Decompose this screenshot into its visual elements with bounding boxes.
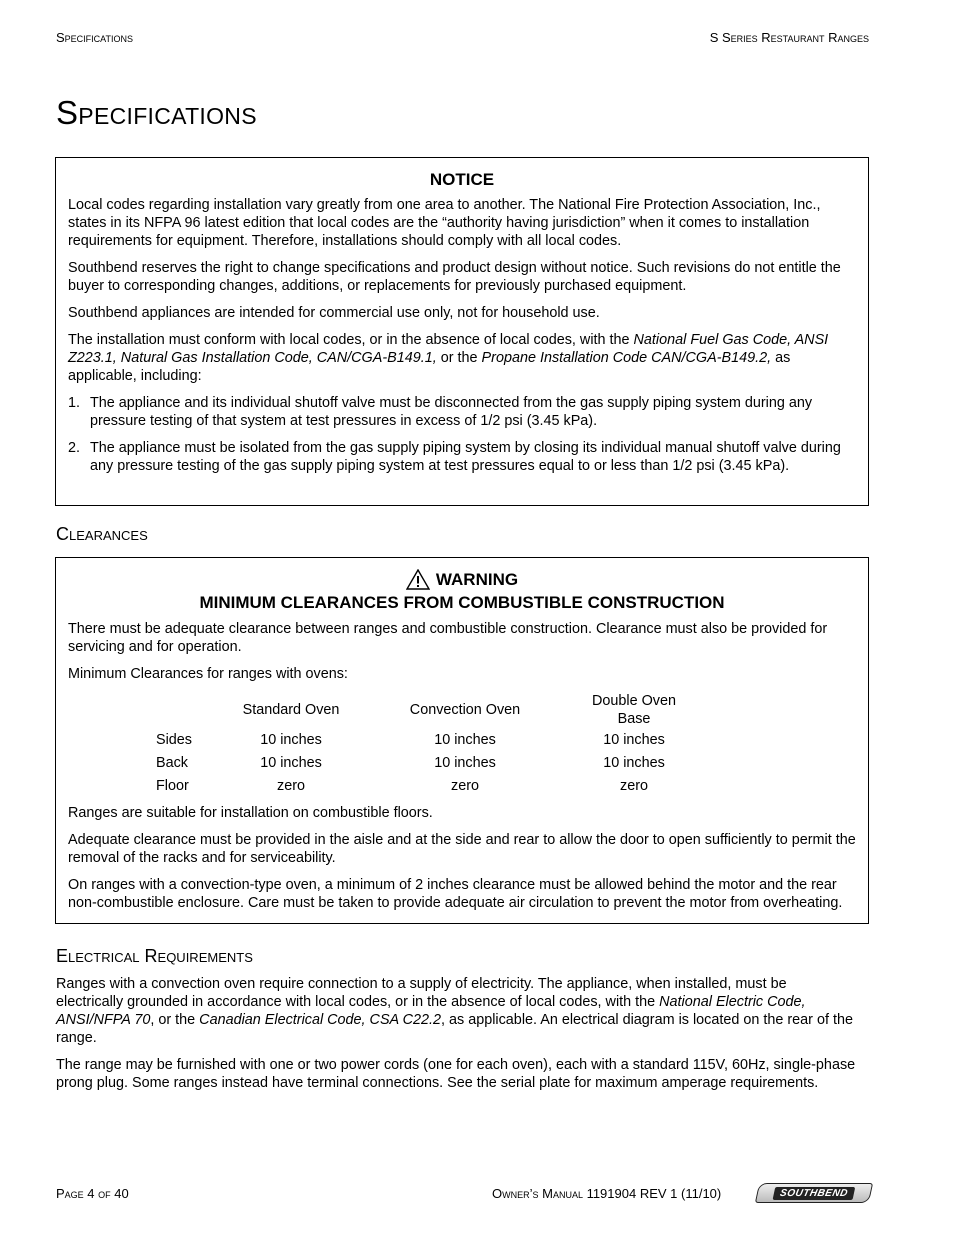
table-cell: zero — [451, 777, 479, 794]
clearances-paragraph-3: Ranges are suitable for installation on combustible floors. — [68, 805, 433, 821]
clearances-paragraph-1: There must be adequate clearance between ranges and combustible construction. Clearance must also be provided for servicing and for operation. — [68, 621, 828, 655]
warning-subtitle: MINIMUM CLEARANCES FROM COMBUSTIBLE CONSTRUCTION — [199, 593, 725, 612]
row-label: Back — [156, 754, 188, 771]
electrical-p1-code-ref: Canadian Electrical Code, CSA C22.2 — [199, 1012, 442, 1028]
notice-paragraph-3: Southbend appliances are intended for commercial use only, not for household use. — [68, 305, 600, 321]
column-header: Standard Oven — [242, 702, 340, 718]
notice-p4-code-ref: Propane Installation Code CAN/CGA-B149.2, — [481, 350, 772, 366]
table-cell: 10 inches — [260, 754, 322, 771]
list-item-text: The appliance must be isolated from the gas supply piping system by closing its individual manual shutoff valve during any pressure testing of the gas supply piping system at test pressures equal to or less than 1/2 psi (3.45 kPa). — [90, 440, 841, 474]
table-header-row — [156, 692, 684, 728]
table-cell: 10 inches — [603, 731, 665, 748]
row-label: Sides — [156, 731, 192, 748]
warning-triangle-icon — [406, 569, 430, 590]
table-cell: zero — [277, 777, 305, 794]
southbend-logo — [755, 1183, 873, 1203]
notice-paragraph-1: Local codes regarding installation vary greatly from one area to another. The National Fire Protection Association, Inc., states in its NFPA 96 latest edition that local codes are the “authority having jurisdiction” when it comes to installation requirements for equipment. Therefore, installations should comply with all local codes. — [68, 197, 821, 249]
column-header: Convection Oven — [409, 702, 521, 718]
logo-text: SOUTHBEND — [773, 1187, 856, 1200]
table-cell: 10 inches — [260, 731, 322, 748]
running-header-right: S Series Restaurant Ranges — [709, 30, 869, 45]
page-number: Page 4 of 40 — [56, 1186, 129, 1201]
clearances-table — [156, 692, 684, 797]
manual-id: Owner’s Manual 1191904 REV 1 (11/10) — [492, 1186, 722, 1201]
column-header: Double Oven Base — [592, 693, 676, 727]
electrical-p1-text: , as applicable. An electrical diagram is located on the rear of the range. — [56, 1012, 853, 1046]
table-row — [156, 774, 684, 797]
list-item-text: The appliance and its individual shutoff valve must be disconnected from the gas supply piping system during any pressure testing of that system at test pressures in excess of 1/2 psi (3.45 kPa). — [90, 395, 813, 429]
notice-p4-code-ref: National Fuel Gas Code, ANSI Z223.1, Natural Gas Installation Code, CAN/CGA-B149.1, — [68, 332, 829, 366]
list-item-number: 1. — [68, 395, 81, 411]
notice-p4-text: The installation must conform with local codes, or in the absence of local codes, with the — [68, 332, 634, 348]
table-cell: 10 inches — [434, 754, 496, 771]
electrical-p1-text: , or the — [150, 1012, 200, 1028]
notice-title: NOTICE — [429, 170, 495, 189]
notice-paragraph-2: Southbend reserves the right to change specifications and product design without notice. Such revisions do not entitle the buyer to corresponding changes, additions, or replacements for previously purchased equipment. — [68, 260, 841, 294]
notice-box — [55, 157, 869, 506]
notice-p4-text: or the — [436, 350, 482, 366]
list-item-number: 2. — [68, 440, 81, 456]
table-cell: 10 inches — [434, 731, 496, 748]
clearances-paragraph-4: Adequate clearance must be provided in the aisle and at the side and rear to allow the door to open sufficiently to permit the removal of the racks and for serviceability. — [68, 832, 856, 866]
electrical-heading: Electrical Requirements — [56, 946, 253, 966]
table-corner-cell — [156, 692, 236, 728]
table-row — [156, 751, 684, 774]
table-cell: 10 inches — [603, 754, 665, 771]
notice-paragraph-4 — [68, 331, 856, 385]
warning-box — [55, 557, 869, 924]
warning-title: WARNING — [435, 570, 519, 589]
electrical-paragraph-1 — [56, 975, 856, 1047]
table-row — [156, 728, 684, 751]
list-item — [68, 439, 856, 475]
electrical-p1-code-ref: National Electric Code, ANSI/NFPA 70 — [56, 994, 806, 1028]
page-title: Specifications — [56, 94, 257, 131]
clearances-heading: Clearances — [56, 524, 148, 544]
clearances-paragraph-5: On ranges with a convection-type oven, a minimum of 2 inches clearance must be allowed behind the motor and the rear non-combustible enclosure. Care must be taken to provide adequate air circulation to prevent the motor from overheating. — [68, 877, 843, 911]
notice-list — [68, 394, 856, 475]
electrical-p1-text: Ranges with a convection oven require connection to a supply of electricity. The appliance, when installed, must be electrically grounded in accordance with local codes, or in the absence of local codes, with the — [56, 976, 787, 1010]
row-label: Floor — [156, 777, 189, 794]
notice-p4-text: as applicable, including: — [68, 350, 791, 384]
clearances-paragraph-2: Minimum Clearances for ranges with ovens: — [68, 666, 348, 682]
running-header-left: Specifications — [56, 30, 134, 45]
table-cell: zero — [620, 777, 648, 794]
electrical-body — [56, 975, 856, 1101]
list-item — [68, 394, 856, 430]
warning-title-row — [68, 568, 856, 591]
electrical-paragraph-2: The range may be furnished with one or two power cords (one for each oven), each with a standard 115V, 60Hz, single-phase prong plug. Some ranges instead have terminal connections. See the serial plate for maximum amperage requirements. — [56, 1057, 856, 1091]
